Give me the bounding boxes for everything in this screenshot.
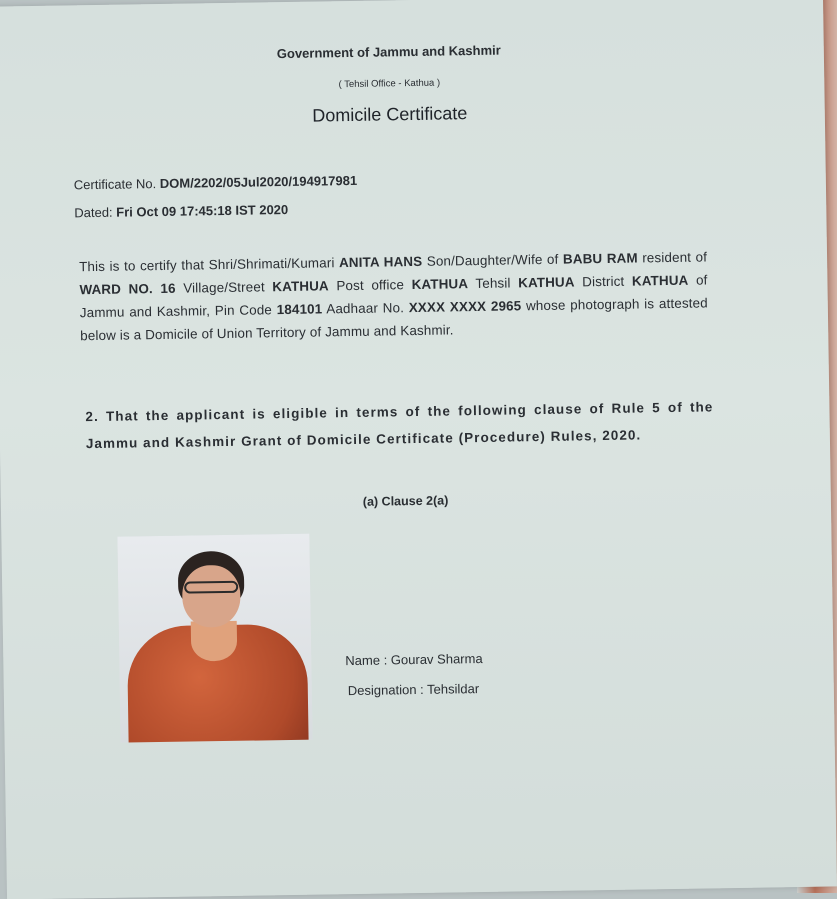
body-text: Son/Daughter/Wife of xyxy=(426,251,559,269)
relative-name: BABU RAM xyxy=(562,250,638,267)
ward: WARD NO. 16 xyxy=(79,280,176,298)
applicant-name: ANITA HANS xyxy=(338,253,423,271)
certificate-number-label: Certificate No. xyxy=(73,176,157,193)
certificate-date-value: Fri Oct 09 17:45:18 IST 2020 xyxy=(116,201,289,220)
aadhaar-number: XXXX XXXX 2965 xyxy=(408,298,522,316)
certificate-number-value: DOM/2202/05Jul2020/194917981 xyxy=(159,172,358,191)
body-text: whose photograph is attested below is a Domicile of Union Territory of Jammu and Kashmir. xyxy=(80,295,708,344)
body-text: resident of xyxy=(642,249,708,266)
body-text: Village/Street xyxy=(183,279,265,296)
body-text: District xyxy=(582,273,625,290)
eligibility-paragraph: 2. That the applicant is eligible in terms of the following clause of Rule 5 of the Jammu and Kashmir Grant of Domicile Certificate (Procedure) Rules, 2020. xyxy=(85,399,714,452)
post-office: KATHUA xyxy=(411,276,469,293)
village: KATHUA xyxy=(272,278,329,295)
body-text: Post office xyxy=(336,277,405,294)
certificate-date xyxy=(74,202,288,220)
clause-reference: (a) Clause 2(a) xyxy=(362,493,449,509)
tehsil: KATHUA xyxy=(518,274,575,291)
signatory-name: Name : Gourav Sharma xyxy=(345,650,483,669)
certification-paragraph xyxy=(79,245,708,347)
applicant-photograph xyxy=(117,534,312,743)
body-text: This is to certify that Shri/Shrimati/Kumari xyxy=(79,255,335,275)
body-text: of Jammu and Kashmir, Pin Code xyxy=(79,272,708,321)
body-text: Tehsil xyxy=(475,275,511,292)
certificate-date-label: Dated: xyxy=(74,204,113,221)
office-subheading: ( Tehsil Office - Kathua ) xyxy=(338,77,441,91)
certificate-title: Domicile Certificate xyxy=(312,103,468,126)
body-text: Aadhaar No. xyxy=(326,300,405,317)
government-heading: Government of Jammu and Kashmir xyxy=(276,42,501,62)
signatory-designation: Designation : Tehsildar xyxy=(347,681,480,699)
certificate-number xyxy=(74,173,358,192)
district: KATHUA xyxy=(631,272,689,289)
pin-code: 184101 xyxy=(276,301,323,318)
